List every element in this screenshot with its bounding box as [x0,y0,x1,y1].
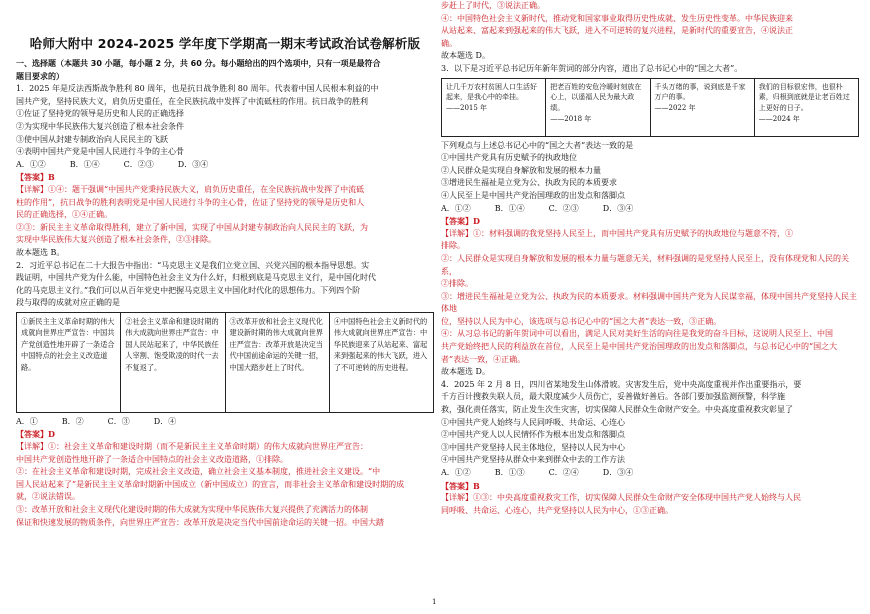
explanation-line: 步赶上了时代，③说法正确。 [441,1,545,10]
explanation-line: 共产党始终把人民的利益放在首位，人民至上是中国共产党治国理政的出发点和落脚点，与总书记心中的“国之大 [441,342,838,352]
q2-stage-table [16,312,434,413]
explanation-line: 保证和快速发展的物质条件，向世界庄严宣告：改革开放是决定当代中国前途命运的关键一招。中国大踏 [16,517,384,527]
q2-stage-cell: ③改革开放和社会主义现代化建设新时期的伟大成就向世界庄严宣告：改革开放是决定当代中国前途命运的关键一招，中国大踏步赶上了时代。 [225,312,329,412]
q2-stage-cell: ④中国特色社会主义新时代的伟大成就向世界庄严宣告：中华民族迎来了从站起来、富起来到强起来的伟大飞跃，进入了不可逆转的历史进程。 [329,312,433,412]
text-line: ①佐证了坚持党的领导是历史和人民的正确选择 [16,109,184,119]
text-line: ③增进民生福祉是立党为公、执政为民的本质要求 [441,178,617,188]
explanation-line: ②③：新民主主义革命取得胜利，建立了新中国，实现了中国从封建专制政治向人民民主的飞跃，为 [16,222,368,232]
explanation-line: ②：人民群众是实现自身解放和发展的根本力量与题意无关，材料强调的是党坚持人民至上，没有体现党和人民的关系， [441,253,849,276]
q3-greeting-cell [650,78,754,136]
explanation-line: 【详解】①：社会主义革命和建设时期（而不是新民主主义革命时期）的伟大成就向世界庄严宣告： [16,442,368,452]
text-line: 4．2025 年 2 月 8 日，四川省某地发生山体滑坡。灾害发生后，党中央高度重视并作出重要指示，要 [441,379,802,389]
answer-line: 【答案】B [441,480,480,491]
q3-greeting-text: 千头万绪的事，说到底是千家万户的事。 [654,82,746,102]
q3-greeting-year: ——2024 年 [758,114,800,123]
text-line: 2．习近平总书记在二十大报告中指出：“马克思主义是我们立党立国、兴党兴国的根本指导思想。实 [16,260,370,270]
explanation-line: 位，坚持以人民为中心，该选项与总书记心中的“国之大者”表达一致，③正确。 [441,316,722,326]
text-line: 3．以下是习近平总书记历年新年贺词的部分内容，道出了总书记心中的“国之大者”。 [441,63,743,73]
explanation-line: 就，②说法错误。 [16,492,80,502]
page-number: 1 [432,598,437,606]
text-line: A．①② B．①④ C．②③ D．③④ [16,159,209,169]
q3-greeting-cell [442,78,546,136]
section-heading: 一、选择题（本题共 30 小题，每小题 2 分，共 60 分。每小题给出的四个选项中，只有一项是最符合 [16,59,381,68]
text-line: ①中国共产党具有历史赋予的执政地位 [441,153,577,163]
text-line: 故本题选 D。 [441,51,490,61]
explanation-line: 从站起来、富起来到强起来的伟大飞跃，进入不可逆转的复兴进程，是新时代的重要宣告，④说法正 [441,26,793,36]
explanation-line: ②排除。 [441,279,473,289]
explanation-line: ③：改革开放和社会主义现代化建设时期的伟大成就为实现中华民族伟大复兴提供了充满活力的体制 [16,505,368,515]
explanation-line: 同呼吸、共命运、心连心，共产党坚持以人民为中心，①③正确。 [441,505,673,515]
explanation-line: 中国共产党创造性地开辟了一条适合中国特点的社会主义改造道路，①排除。 [16,454,288,464]
page-title: 哈师大附中 2024-2025 学年度下学期高一期末考试政治试卷解析版 [29,36,421,51]
explanation-line: 排除。 [441,241,465,251]
text-line: 1．2025 年是反法西斯战争胜利 80 周年，也是抗日战争胜利 80 周年。代表着中国人民根本利益的中 [16,84,379,94]
text-line: ④人民至上是中国共产党治国理政的出发点和落脚点 [441,190,625,200]
text-line: 故本题选 D。 [441,367,490,377]
text-line: 救，强化责任落实，防止发生次生灾害，切实保障人民群众生命财产安全。中央高度重视救灾彰显了 [441,405,793,415]
explanation-line: 者”表达一致，④正确。 [441,354,526,364]
text-line: 践证明，中国共产党为什么能，中国特色社会主义为什么好，归根到底是马克思主义行，是中国化时代 [16,273,376,283]
explanation-line: 民的正确选择，①④正确。 [16,210,112,220]
text-line: A．① B．② C．③ D．④ [16,416,177,426]
explanation-line: 【详解】①③：中央高度重视救灾工作，切实保障人民群众生命财产安全体现中国共产党人始终与人民 [441,493,801,503]
text-line: ②中国共产党人以人民情怀作为根本出发点和落脚点 [441,430,625,440]
q3-greeting-table [441,78,859,137]
q3-greeting-text: 让几千万农村贫困人口生活好起来，是我心中的牵挂。 [446,82,537,102]
explanation-line: 柱的作用”，抗日战争的胜利表明党是中国人民进行斗争的主心骨，佐证了坚持党的领导是历史和人 [16,197,365,207]
text-line: ③使中国从封建专制政治向人民民主的飞跃 [16,134,168,144]
q3-greeting-year: ——2018 年 [550,114,592,123]
right-column [441,0,859,517]
text-line: ④中国共产党坚持从群众中来到群众中去的工作方法 [441,455,625,465]
text-line: ③中国共产党坚持人民主体地位，坚持以人民为中心 [441,442,625,452]
explanation-line: 国人民站起来了”是新民主主义革命时期新中国成立（新中国成立）的宣言，而非社会主义革命和建设时期的成 [16,479,405,489]
q3-greeting-year: ——2022 年 [654,104,696,113]
left-column [16,0,434,529]
text-line: ②人民群众是实现自身解放和发展的根本力量 [441,165,601,175]
explanation-line: 【详解】①：材料强调的我党坚持人民至上，而中国共产党具有历史赋予的执政地位与题意不符，① [441,228,793,238]
text-line: A．①② B．①④ C．②③ D．③④ [441,203,634,213]
text-line: ②为实现中华民族伟大复兴创造了根本社会条件 [16,121,184,131]
q2-stage-cell: ①新民主主义革命时期的伟大成就向世界庄严宣告：中国共产党创造性地开辟了一条适合中国特点的社会主义改造道路。 [17,312,121,412]
text-line: 千方百计搜救失联人员，最大限度减少人员伤亡，妥善做好善后。各部门要加强监测预警，科学施 [441,392,785,402]
text-line: 国共产党，坚持民族大义，肩负历史重任，在全民族抗战中发挥了中流砥柱的作用。抗日战争的胜利 [16,96,368,106]
q3-greeting-cell [754,78,858,136]
answer-line: 【答案】D [441,216,480,227]
explanation-line: ④：中国特色社会主义新时代，推动党和国家事业取得历史性成就、发生历史性变革。中华民族迎来 [441,13,793,23]
q3-greeting-text: 我们的目标很宏伟，也很朴素，归根到底就是让老百姓过上更好的日子。 [758,82,850,113]
q3-greeting-year: ——2015 年 [446,104,488,113]
explanation-line: 【详解】①④：题干强调“中国共产党秉持民族大义，肩负历史重任，在全民族抗战中发挥了中流砥 [16,184,365,194]
text-line: ④表明中国共产党是中国人民进行斗争的主心骨 [16,147,184,157]
section-heading: 题目要求的） [16,71,64,81]
q3-greeting-cell [546,78,650,136]
answer-line: 【答案】D [16,429,55,440]
text-line: 段与取得的成就对应正确的是 [16,298,120,308]
answer-line: 【答案】B [16,172,55,183]
explanation-line: ④：从习总书记的新年贺词中可以看出，满足人民对美好生活的向往是我党的奋斗目标，这说明人民至上、中国 [441,329,833,339]
text-line: ①中国共产党人始终与人民同呼吸、共命运、心连心 [441,417,625,427]
q2-stage-cell: ②社会主义革命和建设时期的伟大成就向世界庄严宣告：中国人民站起来了，中华民族任人宰割、饱受欺凌的时代一去不复返了。 [121,312,225,412]
q3-greeting-text: 把老百姓的安危冷暖时刻放在心上，以遥福人民为最大政绩。 [550,82,642,113]
explanation-line: 实现中华民族伟大复兴创造了根本社会条件，②③排除。 [16,235,216,245]
text-line: 下列观点与上述总书记心中的“国之大者”表达一致的是 [441,140,634,150]
explanation-line: ②：在社会主义革命和建设时期，完成社会主义改造，确立社会主义基本制度，推进社会主义建设。“中 [16,467,381,477]
explanation-line: 确。 [441,38,457,48]
explanation-line: ③：增进民生福祉是立党为公、执政为民的本质要求。材料强调中国共产党为人民谋幸福，体现中国共产党坚持人民主体地 [441,291,857,314]
text-line: 化的马克思主义行。”我们可以从百年党史中把握马克思主义中国化时代化的思想伟力。下列四个阶 [16,285,361,295]
text-line: 故本题选 B。 [16,247,65,257]
text-line: A．①② B．①③ C．②④ D．③④ [441,468,634,477]
